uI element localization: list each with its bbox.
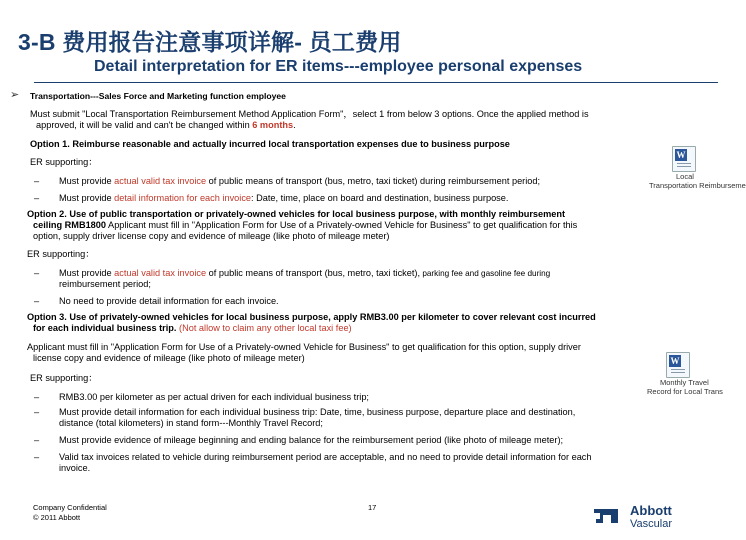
logo-division: Vascular bbox=[630, 518, 672, 530]
logo-name: Abbott bbox=[630, 503, 672, 518]
abbott-logo-icon bbox=[592, 505, 622, 525]
footer-copyright: © 2011 Abbott bbox=[33, 513, 81, 522]
dash-bullet: – bbox=[34, 435, 40, 445]
dash-bullet: – bbox=[34, 392, 40, 402]
option-3-item-3: Must provide evidence of mileage beginning and ending balance for the reimbursement period (like photo of mileage meter); bbox=[59, 435, 564, 445]
er-supporting-label-1: ER supporting： bbox=[30, 157, 98, 167]
six-months-highlight: 6 months bbox=[252, 120, 294, 130]
attachment-caption-2a: Monthly Travel bbox=[660, 378, 709, 387]
option-3-item-4: Valid tax invoices related to vehicle during reimbursement period are acceptable, and no need to provide detail information for each bbox=[59, 452, 592, 462]
word-document-icon[interactable]: W bbox=[672, 146, 696, 172]
section-heading: Transportation---Sales Force and Marketing function employee bbox=[30, 91, 286, 101]
er-supporting-label-2: ER supporting： bbox=[27, 249, 95, 259]
option-2-item-1: Must provide actual valid tax invoice of public means of transport (bus, metro, taxi ticket), parking fee and gasoline fee during bbox=[59, 268, 551, 278]
slide-title: 3-B 费用报告注意事项详解- 员工费用 bbox=[18, 29, 402, 55]
footer-confidential: Company Confidential bbox=[33, 503, 107, 512]
dash-bullet: – bbox=[34, 193, 40, 203]
dash-bullet: – bbox=[34, 268, 40, 278]
option-2-item-1-cont: reimbursement period; bbox=[59, 279, 151, 289]
arrow-bullet-icon: ➢ bbox=[10, 89, 20, 101]
er-supporting-label-3: ER supporting： bbox=[30, 373, 98, 383]
option-1-heading: Option 1. Reimburse reasonable and actually incurred local transportation expenses due to business purpose bbox=[30, 139, 510, 149]
word-document-icon[interactable]: W bbox=[666, 352, 690, 378]
option-1-item-2: Must provide detail information for each invoice: Date, time, place on board and destination, business purpose. bbox=[59, 193, 509, 203]
option-3-heading-2: for each individual business trip. (Not allow to claim any other local taxi fee) bbox=[33, 323, 352, 333]
option-2-heading-2: ceiling RMB1800 Applicant must fill in "Application Form for Use of a Privately-owned Vehicle for Business" to get qualification for this bbox=[33, 220, 578, 230]
option-3-item-1: RMB3.00 per kilometer as per actual driven for each individual business trip; bbox=[59, 392, 369, 402]
option-1-item-1: Must provide actual valid tax invoice of public means of transport (bus, metro, taxi ticket) during reimbursement period; bbox=[59, 176, 541, 186]
option-3-application-2: license copy and evidence of mileage (like photo of mileage meter) bbox=[33, 353, 305, 363]
page-number: 17 bbox=[368, 503, 377, 512]
option-2-heading-1: Option 2. Use of public transportation or privately-owned vehicles for local business purpose, with monthly reimbursement bbox=[27, 209, 566, 219]
attachment-caption-1a: Local bbox=[676, 172, 694, 181]
slide-subtitle: Detail interpretation for ER items---employee personal expenses bbox=[94, 58, 583, 75]
option-2-heading-3: option, supply driver license copy and evidence of mileage (like photo of mileage meter) bbox=[33, 231, 390, 241]
intro-line-2: approved, it will be valid and can't be changed within 6 months. bbox=[36, 120, 296, 130]
dash-bullet: – bbox=[34, 452, 40, 462]
option-3-item-4-cont: invoice. bbox=[59, 463, 91, 473]
attachment-caption-1b: Transportation Reimburseme bbox=[649, 181, 746, 190]
intro-line-1: Must submit "Local Transportation Reimbursement Method Application Form"，select 1 from below 3 options. Once the applied method is bbox=[30, 109, 589, 119]
option-3-heading-1: Option 3. Use of privately-owned vehicles for local business purpose, apply RMB3.00 per kilometer to cover relevant cost incurred bbox=[27, 312, 596, 322]
title-divider bbox=[34, 82, 718, 83]
dash-bullet: – bbox=[34, 407, 40, 417]
option-3-application-1: Applicant must fill in "Application Form for Use of a Privately-owned Vehicle for Business" to get qualification for this option, supply driver bbox=[27, 342, 581, 352]
option-3-item-2: Must provide detail information for each individual business trip: Date, time, business purpose, departure place and destination, bbox=[59, 407, 576, 417]
option-2-item-2: No need to provide detail information for each invoice. bbox=[59, 296, 279, 306]
attachment-caption-2b: Record for Local Trans bbox=[647, 387, 723, 396]
option-3-item-2-cont: distance (total kilometers) in stand form---Monthly Travel Record; bbox=[59, 418, 323, 428]
dash-bullet: – bbox=[34, 296, 40, 306]
dash-bullet: – bbox=[34, 176, 40, 186]
